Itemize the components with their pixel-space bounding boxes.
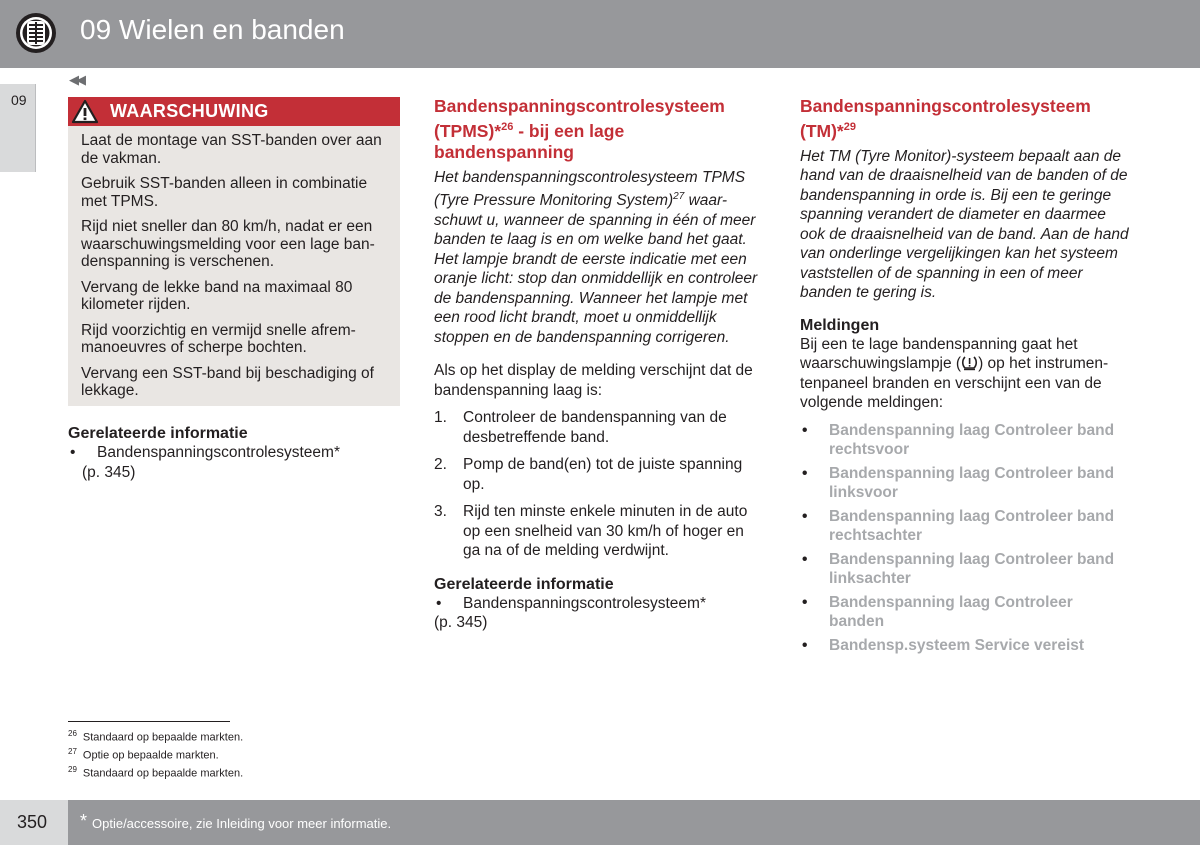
display-message: • Bandenspanning laag Controleer band linksvoor <box>800 464 1130 502</box>
footer-note: Optie/accessoire, zie Inleiding voor meer informatie. <box>92 816 392 831</box>
column-1-related <box>68 424 378 482</box>
footnote <box>68 745 243 763</box>
related-link-text: Bandenspanningscontrolesysteem* <box>97 444 340 461</box>
step-number: 2. <box>434 456 447 474</box>
meldingen-text-b: ) op het instrumen-tenpaneel branden en verschijnt een van de volgende meldingen: <box>800 355 1109 412</box>
related-link-text: Bandenspanningscontrolesysteem* <box>463 594 706 612</box>
display-message: • Bandenspanning laag Controleer band linksachter <box>800 550 1130 588</box>
footnote-text: Standaard op bepaalde markten. <box>82 731 244 744</box>
related-info-heading: Gerelateerde informatie <box>68 425 248 442</box>
footnote-text: Standaard op bepaalde markten. <box>82 767 244 780</box>
intro-text: waar-schuwt u, wanneer de spanning in één of meer banden te laag is en om welke band het gaat. Het lampje brandt de eerste indicatie met een oranje licht: stop dan onmiddellijk en controleer de bandenspanning. Wanneer het lampje met een rood licht brandt, moet u onmiddellijk stoppen en de bandenspanning corrigeren. <box>434 192 758 346</box>
column-2 <box>434 96 764 633</box>
steps-list <box>434 408 764 561</box>
related-info-heading: Gerelateerde informatie <box>434 575 614 593</box>
page-number: 350 <box>17 812 48 832</box>
meldingen-text <box>800 335 1130 413</box>
page-title: 09 Wielen en banden <box>80 14 345 45</box>
chapter-tab[interactable] <box>0 84 36 172</box>
warning-paragraph: Laat de montage van SST-banden over aan de vakman. <box>81 132 382 167</box>
warning-paragraph: Vervang een SST-band bij beschadiging of lekkage. <box>81 364 374 399</box>
step-item <box>434 455 764 494</box>
footnote <box>68 727 243 745</box>
meldingen-heading: Meldingen <box>800 316 880 334</box>
tpms-intro <box>434 168 764 348</box>
footnote-ref: 26 <box>501 121 514 133</box>
display-message: • Bandenspanning laag Controleer banden <box>800 593 1130 631</box>
footnote-ref: 27 <box>673 191 685 203</box>
footnote <box>68 763 243 781</box>
meldingen-text-a: Bij een te lage bandenspanning gaat het waarschuwingslampje ( <box>800 335 1078 373</box>
warning-triangle-icon <box>71 99 99 124</box>
footnote-number: 29 <box>68 765 77 775</box>
tm-intro: Het TM (Tyre Monitor)-systeem bepaalt aan de hand van de draaisnelheid van de banden of de bandenspanning in orde is. Bij een te geringe spanning verandert de diameter en daarmee ook de draaisnelheid van de band. Aan de hand van onderlinge vergelijkingen kan het systeem vaststellen of de spanning in een of meer banden te gering is. <box>800 147 1129 302</box>
heading-text: Bandenspanningscontrolesysteem (TM)* <box>800 96 1091 141</box>
display-message: • Bandenspanning laag Controleer band rechtsachter <box>800 507 1130 545</box>
messages-list <box>800 421 1130 655</box>
related-link[interactable] <box>68 443 378 482</box>
warning-paragraph: Gebruik SST-banden alleen in combinatie met TPMS. <box>81 175 368 210</box>
footnotes <box>68 727 243 781</box>
related-link[interactable] <box>434 594 764 633</box>
step-number: 3. <box>434 503 447 521</box>
warning-header <box>68 97 400 126</box>
related-list <box>434 594 764 633</box>
step-number: 1. <box>434 409 447 427</box>
previous-page-icon[interactable]: ◀◀ <box>69 72 83 87</box>
related-link-page: (p. 345) <box>434 614 488 632</box>
heading-text: Bandenspanningscontrolesysteem (TPMS)* <box>434 96 725 141</box>
warning-title: WAARSCHUWING <box>110 101 269 121</box>
step-text: Controleer de bandenspanning van de desbetreffende band. <box>463 409 727 446</box>
warning-paragraph: Rijd niet sneller dan 80 km/h, nadat er een waarschuwingsmelding voor een lage ban-denspanning is verschenen. <box>81 218 375 270</box>
intro-text: Het bandenspanningscontrolesysteem TPMS (Tyre Pressure Monitoring System) <box>434 168 746 210</box>
chapter-number: 09 <box>11 92 27 108</box>
warning-paragraph: Vervang de lekke band na maximaal 80 kilometer rijden. <box>81 278 353 313</box>
warning-paragraph: Rijd voorzichtig en vermijd snelle afrem-manoeuvres of scherpe bochten. <box>81 321 356 356</box>
footer-asterisk: * <box>80 811 88 831</box>
tire-icon <box>14 11 58 55</box>
step-text: Rijd ten minste enkele minuten in de auto op een snelheid van 30 km/h of hoger en ga na of de melding verdwijnt. <box>463 503 748 560</box>
warning-box <box>68 97 400 406</box>
column-3 <box>800 96 1130 660</box>
related-link-page: (p. 345) <box>82 463 136 481</box>
footnote-text: Optie op bepaalde markten. <box>82 749 219 762</box>
tire-pressure-warning-icon <box>961 354 978 371</box>
section-heading-tpms <box>434 96 764 163</box>
footnote-ref: 29 <box>843 121 856 133</box>
step-item <box>434 502 764 561</box>
display-message: • Bandensp.systeem Service vereist <box>800 636 1130 655</box>
footnote-divider <box>68 721 230 722</box>
warning-body <box>81 132 393 408</box>
step-item <box>434 408 764 447</box>
footnote-number: 26 <box>68 729 77 738</box>
section-heading-tm <box>800 96 1130 142</box>
step-text: Pomp de band(en) tot de juiste spanning op. <box>463 456 743 493</box>
display-message-text: Als op het display de melding verschijnt dat de bandenspanning laag is: <box>434 362 753 399</box>
footnote-number: 27 <box>68 747 77 757</box>
display-message: • Bandenspanning laag Controleer band rechtsvoor <box>800 421 1130 459</box>
related-list <box>68 443 378 482</box>
heading-text: - bij een lage bandenspanning <box>434 120 625 162</box>
